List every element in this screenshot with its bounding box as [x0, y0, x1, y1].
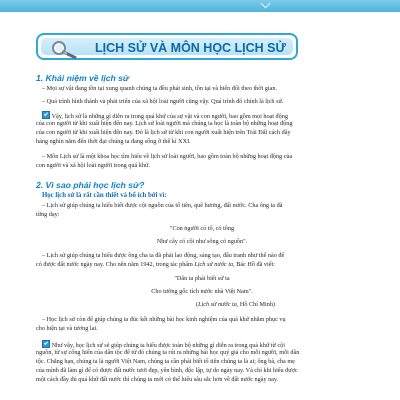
- page-title: LỊCH SỬ VÀ MÔN HỌC LỊCH SỬ: [95, 41, 286, 55]
- paragraph-line: – Mọi sự vật đang tồn tại xung quanh chúng ta đều phát sinh, tồn tại và biến đổi theo thời gian.: [42, 85, 278, 92]
- paragraph-line: nguồn, từ sự cống hiến của dân tộc để từ đó chúng ta rút ra những bài học quý giá cho mỗi người, mỗi dân: [36, 349, 300, 356]
- paragraph-line: của mình đã làm gì để có được đất nước tươi đẹp, yên bình, độc lập, tự do ngày nay. Và chỉ khi hiểu được: [36, 367, 298, 374]
- section-heading-1: 1. Khái niệm về lịch sử: [36, 73, 130, 83]
- quote-line: Như cây có cội như sông có nguồn".: [156, 238, 248, 245]
- top-color-band: [0, 0, 400, 12]
- text-run: , Hồ Chí Minh): [236, 301, 275, 308]
- paragraph-line: – Môn Lịch sử là một khoa học tìm hiểu về lịch sử loài người, bao gồm toàn bộ những hoạt động của: [42, 153, 293, 160]
- book-title: Lịch sử nước ta: [198, 301, 237, 308]
- checkbox-icon: [42, 340, 50, 348]
- quote-line: Cho tường gốc tích nước nhà Việt Nam".: [151, 288, 253, 295]
- paragraph-line: của con người từ khi xuất hiện đến nay. Lịch sử loài người mà chúng ta học là toàn bộ những hoạt động: [36, 120, 293, 127]
- paragraph-line: – Lịch sử giúp chúng ta hiểu biết được cội nguồn của tổ tiên, quê hương, đất nước. Cha ông ta đã: [42, 202, 283, 209]
- text-run: có được đất nước ngày nay. Cho nên năm 1942, trong tác phẩm: [36, 261, 195, 268]
- paragraph-line: của con người từ khi xuất hiện đến nay. Đó là lịch sử từ khi con người xuất hiện trên Trái Đất cách đây: [36, 129, 291, 136]
- paragraph-line: hàng nghìn năm đến thời đại chúng ta đang sống ở thế kỉ XXI.: [36, 138, 191, 145]
- paragraph-line: con người và xã hội loài người trong quá khứ.: [36, 162, 150, 169]
- paragraph-line: từng dạy:: [36, 211, 60, 218]
- paragraph-line: cho hiện tại và tương lai.: [36, 325, 98, 332]
- paragraph-line: – Học lịch sử còn để giúp chúng ta đúc kết những bài học kinh nghiệm của quá khứ nhằm phục vụ: [42, 316, 286, 323]
- chapter-banner: [36, 33, 298, 60]
- paragraph-line: [36, 261, 368, 269]
- paragraph-line: – Quá trình hình thành và phát triển của xã hội loài người cũng vậy. Quá trình đó chính là lịch sử.: [42, 98, 284, 105]
- text-run: (: [196, 301, 199, 308]
- paragraph-line: – Lịch sử giúp chúng ta hiểu được ông cha ta đã phải lao động, sáng tạo, đấu tranh như thế nào để: [42, 252, 285, 259]
- summary-text: Vậy, lịch sử là những gì diễn ra trong quá khứ của sự vật và con người, bao gồm mọi hoạt động: [51, 113, 288, 121]
- book-title: Lịch sử nước ta: [194, 261, 234, 268]
- checkbox-icon: [42, 111, 50, 119]
- paragraph-line: một cách đầy đủ quá khứ đất nước thì chúng ta mới có thể hiểu sâu sắc hơn về đất nước ngày nay.: [36, 376, 279, 383]
- quote-source: [196, 301, 368, 309]
- paragraph-line: tộc. Chẳng hạn, chúng ta là người Việt Nam, chúng ta cần phải biết tổ tiên chúng ta là ai; ông bà, cha mẹ: [36, 358, 295, 365]
- chevron-down-icon: [261, 0, 271, 8]
- sub-heading: Học lịch sử là rất cần thiết và bổ ích bởi vì:: [42, 192, 167, 199]
- quote-line: "Con người có tổ, có tông: [169, 225, 235, 232]
- quote-line: "Dân ta phải biết sử ta: [174, 275, 230, 282]
- text-run: , Bác Hồ đã viết:: [233, 261, 275, 268]
- summary-text: Như vậy, học lịch sử sẽ giúp chúng ta hiểu được toàn bộ những gì diễn ra trong quá khứ từ cội: [51, 342, 285, 350]
- magnifier-icon: [49, 39, 79, 59]
- section-heading-2: 2. Vì sao phải học lịch sử?: [36, 180, 145, 190]
- banner-background: [41, 38, 293, 55]
